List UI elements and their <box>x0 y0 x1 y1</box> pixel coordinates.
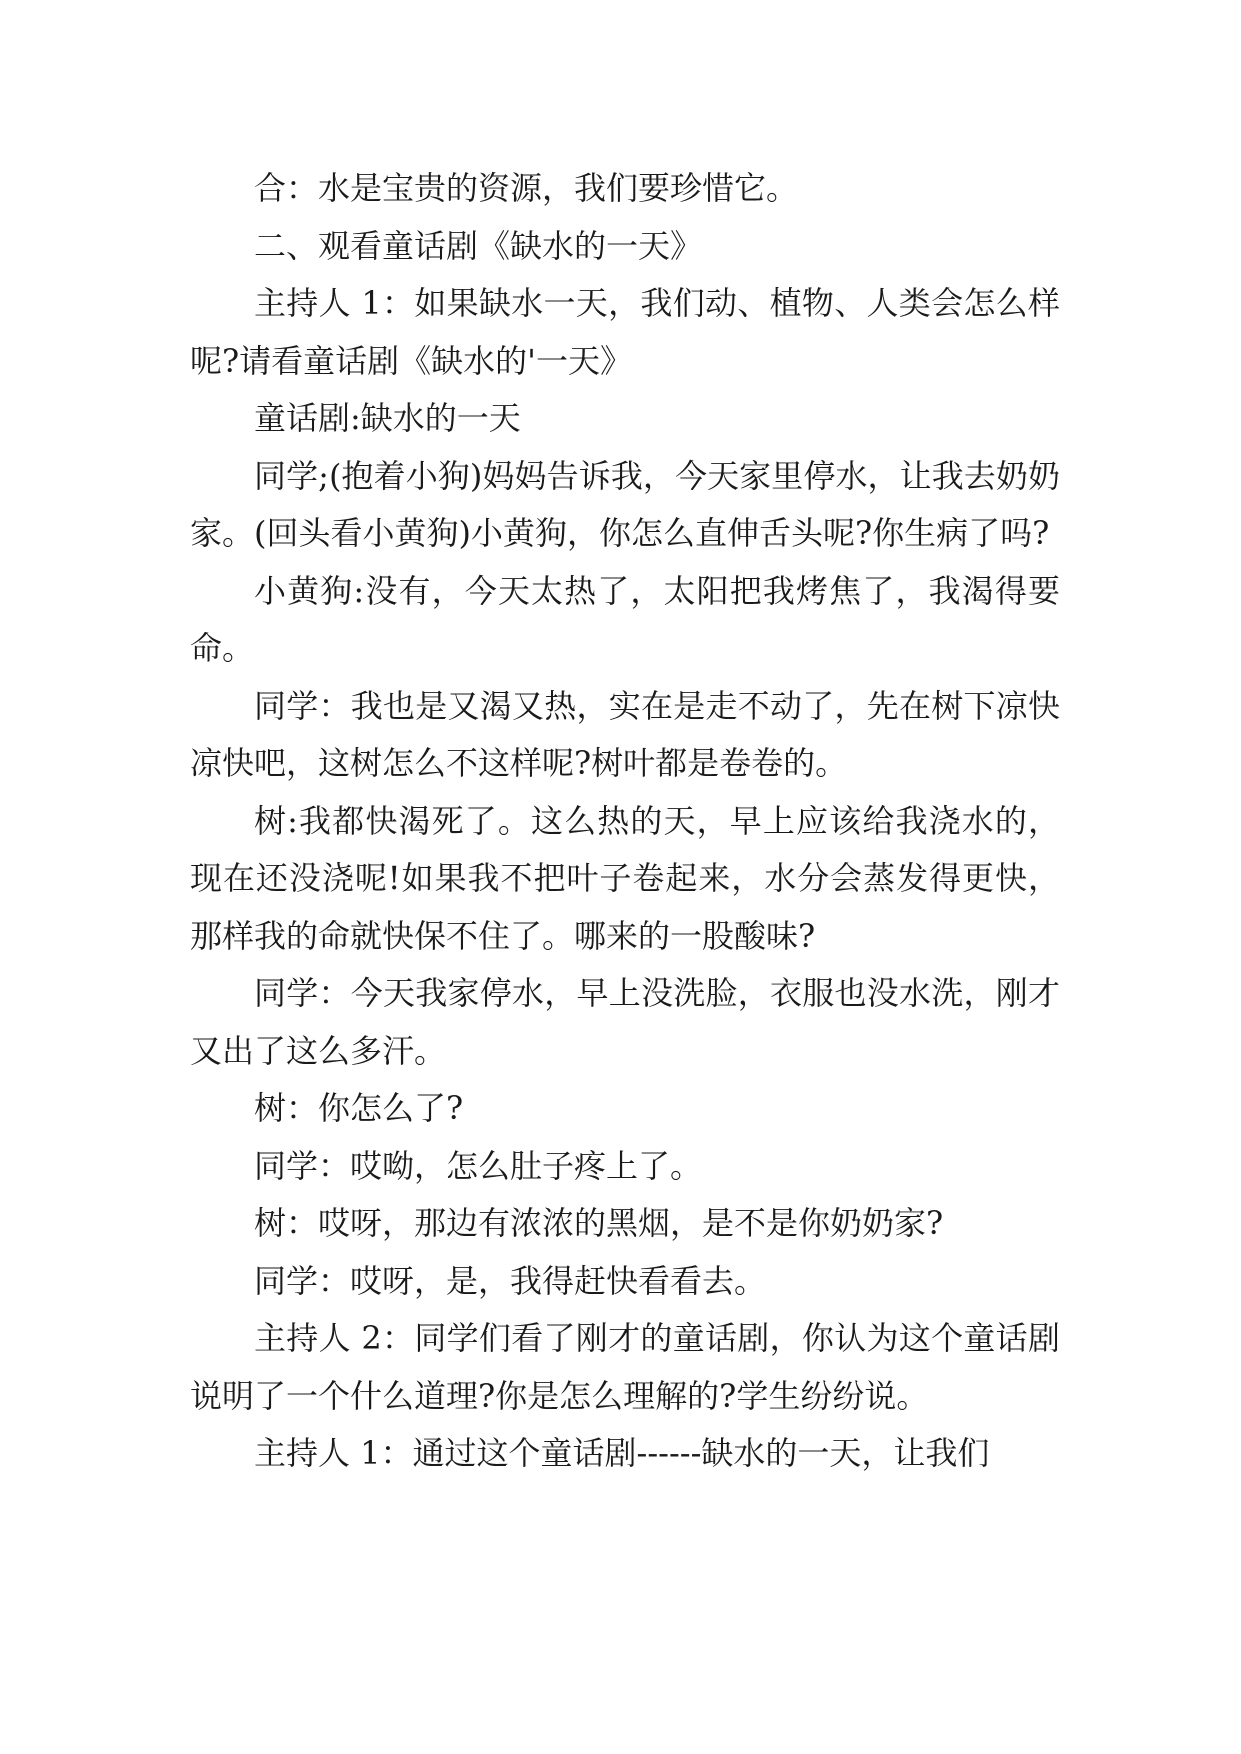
paragraph-6: 小黄狗:没有，今天太热了，太阳把我烤焦了，我渴得要命。 <box>190 571 1060 667</box>
paragraph-8: 树:我都快渴死了。这么热的天，早上应该给我浇水的，现在还没浇呢!如果我不把叶子卷起来，水分会蒸发得更快，那样我的命就快保不住了。哪来的一股酸味? <box>190 801 1060 955</box>
paragraph-15: 主持人 1：通过这个童话剧------缺水的一天，让我们 <box>254 1434 990 1472</box>
paragraph-2: 二、观看童话剧《缺水的一天》 <box>254 226 703 265</box>
paragraph-12: 树：哎呀，那边有浓浓的黑烟，是不是你奶奶家? <box>254 1204 944 1242</box>
paragraph-7: 同学：我也是又渴又热，实在是走不动了，先在树下凉快凉快吧，这树怎么不这样呢?树叶都是卷卷的。 <box>190 686 1060 782</box>
paragraph-4: 童话剧:缺水的一天 <box>254 399 521 437</box>
paragraph-3: 主持人 1：如果缺水一天，我们动、植物、人类会怎么样呢?请看童话剧《缺水的'一天》 <box>190 284 1060 380</box>
paragraph-1: 合：水是宝贵的资源，我们要珍惜它。 <box>254 169 799 207</box>
document-body <box>190 160 1060 1483</box>
paragraph-13: 同学：哎呀，是，我得赶快看看去。 <box>254 1261 767 1300</box>
paragraph-9: 同学：今天我家停水，早上没洗脸，衣服也没水洗，刚才又出了这么多汗。 <box>190 974 1060 1070</box>
paragraph-14: 主持人 2：同学们看了刚才的童话剧，你认为这个童话剧说明了一个什么道理?你是怎么理解的?学生纷纷说。 <box>190 1319 1060 1415</box>
paragraph-11: 同学：哎呦，怎么肚子疼上了。 <box>254 1146 703 1185</box>
paragraph-10: 树：你怎么了? <box>254 1089 464 1127</box>
paragraph-5: 同学;(抱着小狗)妈妈告诉我，今天家里停水，让我去奶奶家。(回头看小黄狗)小黄狗，你怎么直伸舌头呢?你生病了吗? <box>190 456 1060 552</box>
